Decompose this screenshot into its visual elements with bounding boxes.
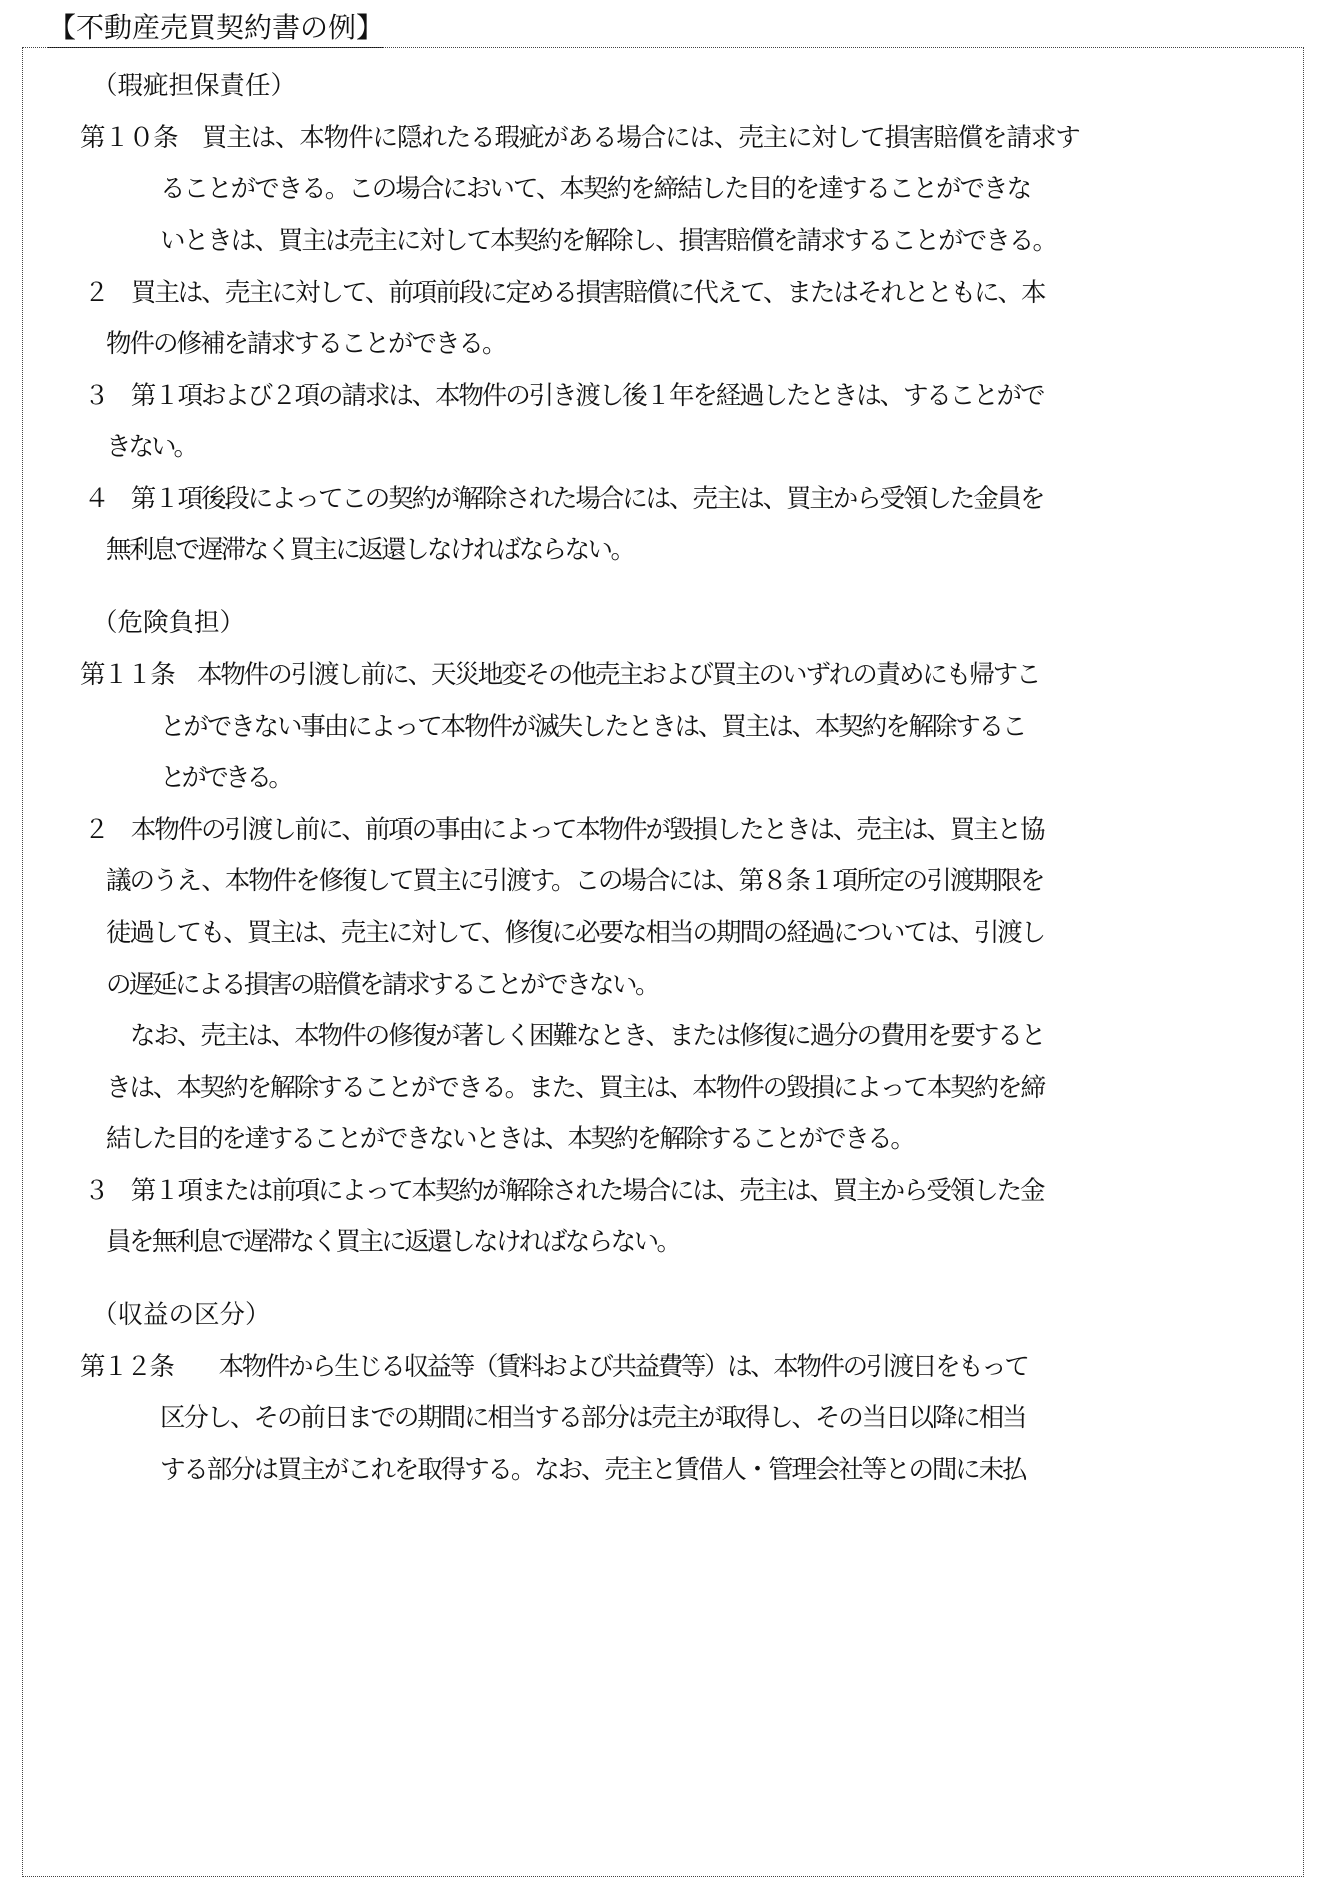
- document-title: 【不動産売買契約書の例】: [48, 8, 384, 48]
- article-11-para-2b-line-1: なお、売主は、本物件の修復が著しく困難なとき、または修復に過分の費用を要すると: [130, 1021, 1045, 1051]
- contract-frame: [22, 47, 1304, 1877]
- article-11-line-2: とができない事由によって本物件が滅失したときは、買主は、本契約を解除するこ: [160, 712, 1026, 742]
- heading-defect-liability: （瑕疵担保責任）: [92, 71, 297, 101]
- heading-risk-of-loss: （危険負担）: [92, 608, 246, 638]
- heading-income-allocation: （収益の区分）: [92, 1300, 271, 1330]
- article-10-line-1: 第１０条 買主は、本物件に隠れたる瑕疵がある場合には、売主に対して損害賠償を請求す: [80, 123, 1080, 153]
- article-10-para-3-line-1: ３ 第１項および２項の請求は、本物件の引き渡し後１年を経過したときは、することがで: [84, 381, 1044, 411]
- article-11-para-2b-line-2: きは、本契約を解除することができる。また、買主は、本物件の毀損によって本契約を締: [106, 1073, 1045, 1103]
- article-10-line-2: ることができる。この場合において、本契約を締結した目的を達することができな: [160, 174, 1031, 204]
- article-10-para-2-line-2: 物件の修補を請求することができる。: [106, 329, 506, 359]
- article-12-line-1: 第１２条 本物件から生じる収益等（賃料および共益費等）は、本物件の引渡日をもって: [80, 1352, 1028, 1382]
- article-11-line-1: 第１１条 本物件の引渡し前に、天災地変その他売主および買主のいずれの責めにも帰すこ: [80, 660, 1040, 690]
- article-10-para-4-line-2: 無利息で遅滞なく買主に返還しなければならない。: [106, 535, 634, 565]
- article-10-line-3: いときは、買主は売主に対して本契約を解除し、損害賠償を請求することができる。: [160, 226, 1057, 256]
- article-11-para-3-line-1: ３ 第１項または前項によって本契約が解除された場合には、売主は、買主から受領した金: [84, 1176, 1044, 1206]
- article-11-para-3-line-2: 員を無利息で遅滞なく買主に返還しなければならない。: [106, 1227, 680, 1257]
- article-11-para-2-line-3: 徒過しても、買主は、売主に対して、修復に必要な相当の期間の経過については、引渡し: [106, 918, 1045, 948]
- article-11-para-2-line-4: の遅延による損害の賠償を請求することができない。: [106, 970, 659, 1000]
- article-10-para-4-line-1: ４ 第１項後段によってこの契約が解除された場合には、売主は、買主から受領した金員を: [84, 484, 1044, 514]
- article-11-para-2-line-2: 議のうえ、本物件を修復して買主に引渡す。この場合には、第８条１項所定の引渡期限を: [106, 866, 1044, 896]
- article-11-para-2-line-1: ２ 本物件の引渡し前に、前項の事由によって本物件が毀損したときは、売主は、買主と協: [84, 815, 1044, 845]
- article-12-line-2: 区分し、その前日までの期間に相当する部分は売主が取得し、その当日以降に相当: [160, 1403, 1026, 1433]
- article-10-para-3-line-2: きない。: [106, 432, 197, 462]
- article-11-para-2b-line-3: 結した目的を達することができないときは、本契約を解除することができる。: [106, 1124, 914, 1154]
- article-10-para-2-line-1: ２ 買主は、売主に対して、前項前段に定める損害賠償に代えて、またはそれとともに、本: [84, 278, 1045, 308]
- article-12-line-3: する部分は買主がこれを取得する。なお、売主と賃借人・管理会社等との間に未払: [160, 1455, 1026, 1485]
- article-11-line-3: とができる。: [160, 763, 291, 793]
